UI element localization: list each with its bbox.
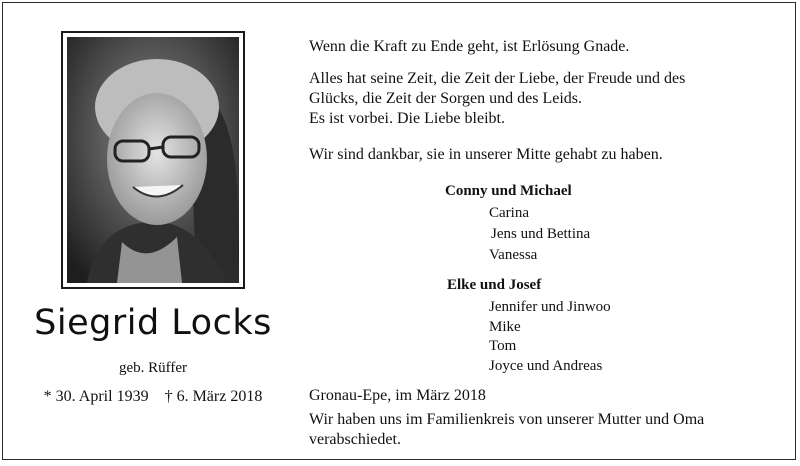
family-head: Elke und Josef bbox=[447, 277, 542, 293]
poem-line: Glücks, die Zeit der Sorgen und des Leids. bbox=[309, 90, 582, 107]
farewell-note: Wir haben uns im Familienkreis von unserer Mutter und Oma verabschiedet. bbox=[309, 411, 705, 448]
family-member: Joyce und Andreas bbox=[489, 358, 603, 374]
family-member: Vanessa bbox=[489, 247, 538, 263]
birth-name: geb. Rüffer bbox=[118, 360, 188, 376]
family-head: Conny und Michael bbox=[445, 183, 572, 199]
family-member: Carina bbox=[489, 205, 529, 221]
place-date: Gronau-Epe, im März 2018 bbox=[309, 387, 486, 404]
deceased-name: Siegrid Locks bbox=[34, 303, 272, 343]
portrait-frame bbox=[61, 31, 245, 289]
family-member: Jens und Bettina bbox=[491, 226, 591, 242]
life-dates bbox=[3, 388, 303, 406]
family-member: Tom bbox=[489, 338, 517, 354]
portrait-photo-icon bbox=[67, 37, 239, 283]
poem bbox=[309, 69, 685, 129]
poem-line: Es ist vorbei. Die Liebe bleibt. bbox=[309, 110, 505, 127]
quote: Wenn die Kraft zu Ende geht, ist Erlösung Gnade. bbox=[309, 38, 630, 55]
obituary-card bbox=[2, 2, 796, 460]
family-member: Jennifer und Jinwoo bbox=[489, 299, 611, 315]
thanks-line: Wir sind dankbar, sie in unserer Mitte gehabt zu haben. bbox=[309, 146, 663, 163]
death-date: † 6. März 2018 bbox=[164, 388, 263, 405]
family-member: Mike bbox=[489, 319, 521, 335]
birth-date: * 30. April 1939 bbox=[43, 388, 149, 405]
poem-line: Alles hat seine Zeit, die Zeit der Liebe, der Freude und des bbox=[309, 70, 686, 87]
